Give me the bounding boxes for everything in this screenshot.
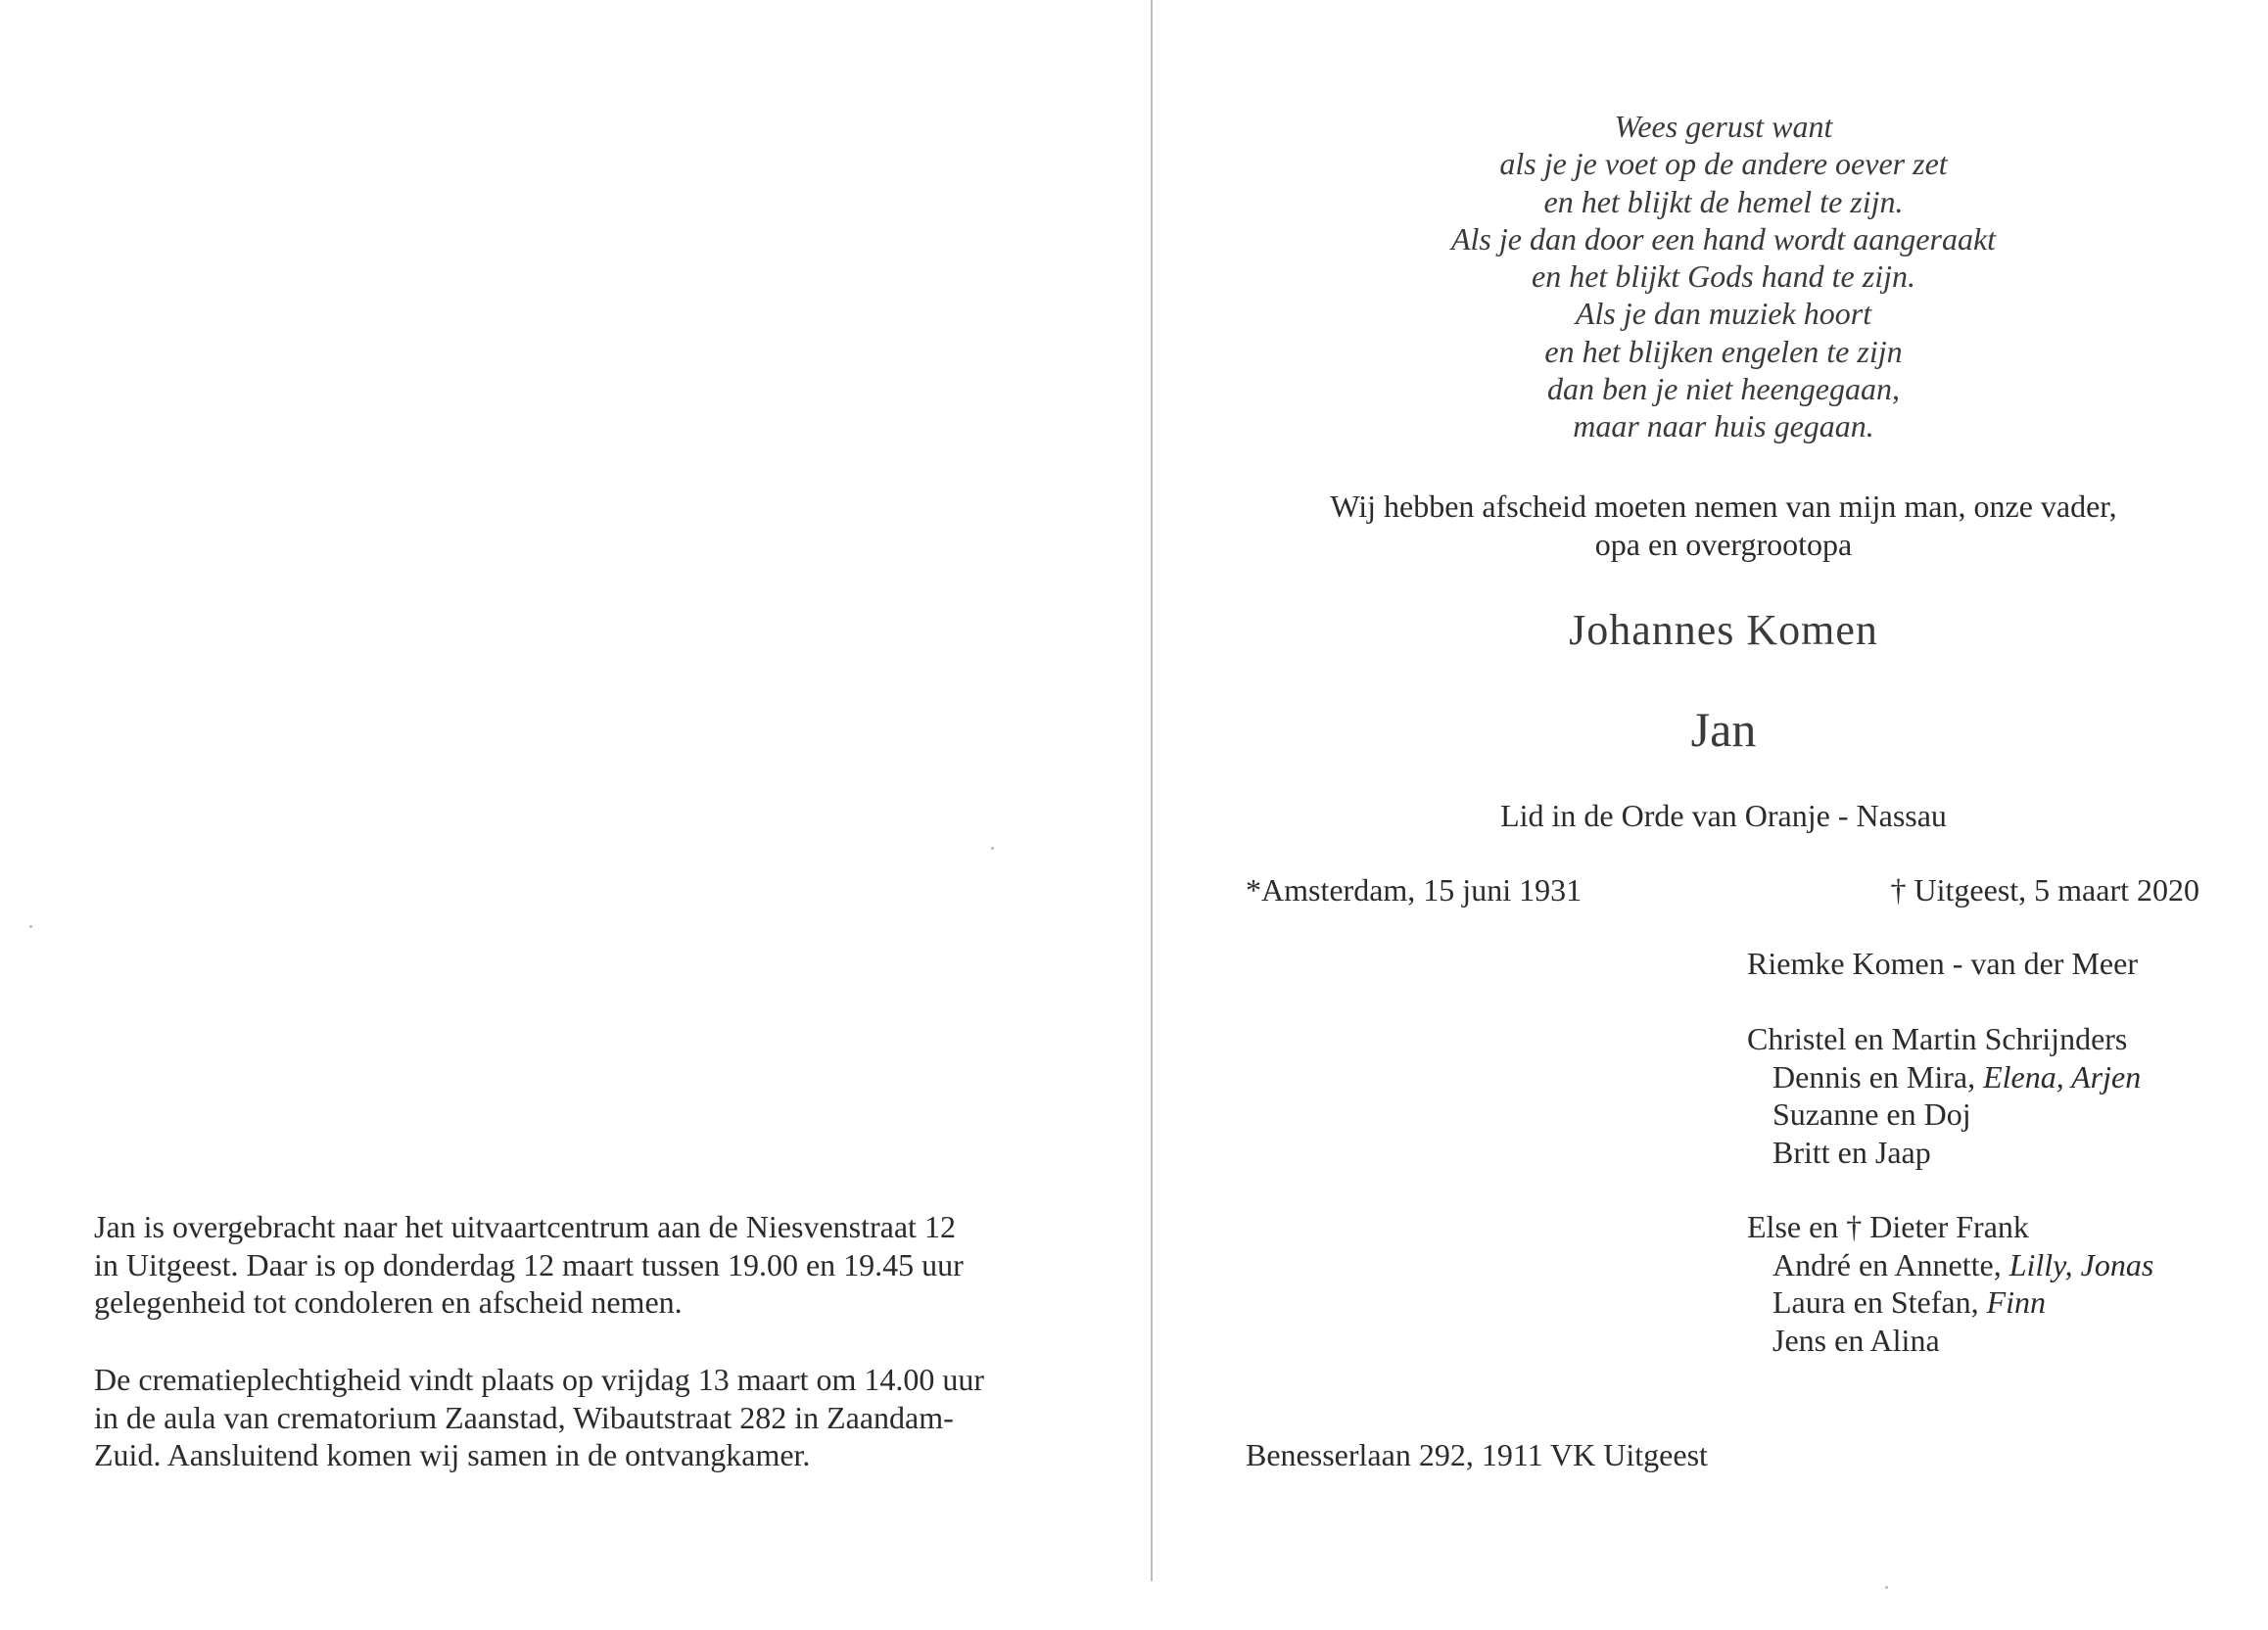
honour-line: Lid in de Orde van Oranje - Nassau: [1500, 798, 1947, 833]
text-line: Zuid. Aansluitend komen wij samen in de ontvangkamer.: [94, 1437, 811, 1472]
intro-line: opa en overgrootopa: [1594, 526, 1853, 562]
paper-speck: [1885, 1586, 1888, 1589]
family-group-2: [1747, 1208, 2153, 1359]
poem-line: en het blijken engelen te zijn: [1544, 333, 1903, 369]
poem-line: als je je voet op de andere oever zet: [1499, 146, 1948, 182]
birth-date: *Amsterdam, 15 juni 1931: [1246, 872, 1583, 908]
ceremony-info: [94, 1361, 1073, 1474]
text-line: in de aula van crematorium Zaanstad, Wibautstraat 282 in Zaandam-: [94, 1399, 954, 1435]
paper-speck: [991, 847, 994, 850]
announcement-intro: [1234, 488, 2213, 563]
family-head: Else en † Dieter Frank: [1747, 1209, 2029, 1244]
family-member: Dennis en Mira, Elena, Arjen: [1772, 1058, 2142, 1094]
deceased-call-name: Jan: [1690, 702, 1757, 757]
family-member: Jens en Alina: [1772, 1322, 1940, 1358]
family-member: Laura en Stefan, Finn: [1772, 1284, 2046, 1320]
poem: [1332, 108, 2115, 445]
poem-line: Als je dan muziek hoort: [1575, 296, 1872, 332]
paper-speck: [29, 925, 32, 928]
poem-line: Wees gerust want: [1614, 109, 1833, 144]
text-line: De crematieplechtigheid vindt plaats op vrijdag 13 maart om 14.00 uur: [94, 1362, 985, 1397]
deceased-full-name: Johannes Komen: [1569, 606, 1878, 654]
family-group-1: [1747, 1020, 2141, 1171]
death-date: † Uitgeest, 5 maart 2020: [1890, 872, 2199, 908]
family-member: André en Annette, Lilly, Jonas: [1772, 1246, 2154, 1282]
intro-line: Wij hebben afscheid moeten nemen van mijn man, onze vader,: [1330, 489, 2117, 524]
poem-line: en het blijkt Gods hand te zijn.: [1532, 258, 1915, 295]
family-address: Benesserlaan 292, 1911 VK Uitgeest: [1246, 1437, 1708, 1472]
poem-line: dan ben je niet heengegaan,: [1547, 371, 1900, 407]
poem-line: en het blijkt de hemel te zijn.: [1543, 183, 1904, 219]
family-member: Britt en Jaap: [1772, 1134, 1931, 1170]
poem-line: maar naar huis gegaan.: [1573, 408, 1874, 444]
spouse: Riemke Komen - van der Meer: [1747, 946, 2138, 981]
spouse-name: [1747, 945, 2138, 983]
viewing-info: [94, 1208, 1073, 1322]
card-fold-line: [1151, 0, 1153, 1581]
text-line: gelegenheid tot condoleren en afscheid nemen.: [94, 1284, 683, 1320]
text-line: Jan is overgebracht naar het uitvaartcentrum aan de Niesvenstraat 12: [94, 1209, 956, 1244]
family-head: Christel en Martin Schrijnders: [1747, 1021, 2128, 1056]
family-member: Suzanne en Doj: [1772, 1096, 1971, 1132]
text-line: in Uitgeest. Daar is op donderdag 12 maart tussen 19.00 en 19.45 uur: [94, 1246, 964, 1282]
poem-line: Als je dan door een hand wordt aangeraakt: [1450, 220, 1997, 256]
